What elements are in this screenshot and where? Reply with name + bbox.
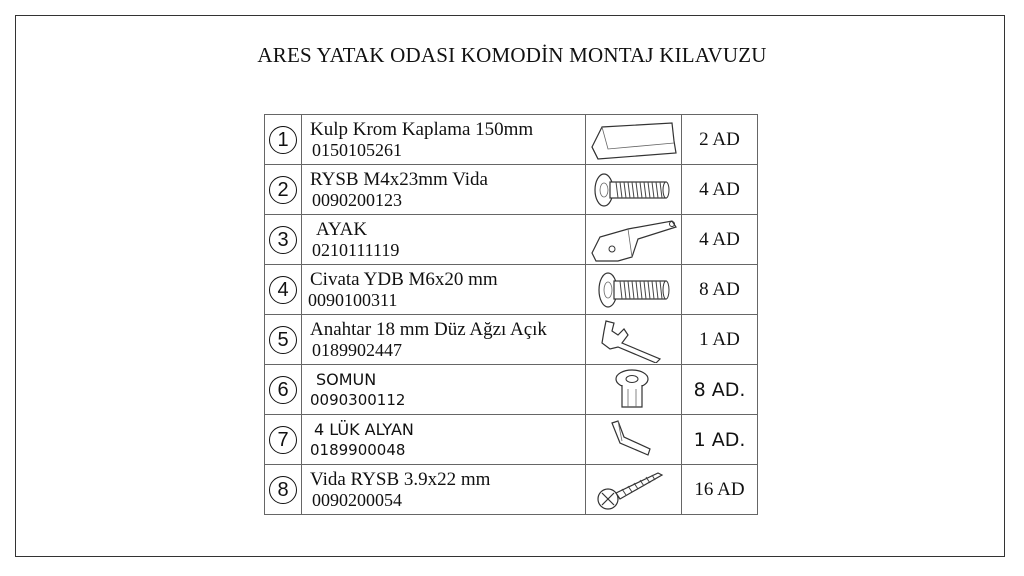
part-number-cell (265, 415, 302, 465)
table-row (265, 315, 758, 365)
part-name: RYSB M4x23mm Vida (310, 168, 488, 190)
part-number: 6 (269, 376, 297, 404)
part-number: 7 (269, 426, 297, 454)
part-description (302, 265, 586, 315)
part-code: 0189902447 (312, 339, 402, 360)
part-number-cell (265, 315, 302, 365)
part-name: Civata YDB M6x20 mm (310, 268, 498, 290)
table-row (265, 115, 758, 165)
part-code: 0189900048 (310, 440, 406, 459)
screw-icon (588, 167, 680, 213)
part-quantity: 4 AD (682, 165, 758, 215)
part-description (302, 215, 586, 265)
bolt-icon (588, 267, 680, 313)
wrench-icon (588, 317, 680, 363)
foot-bracket-icon (588, 217, 680, 263)
part-quantity: 1 AD (682, 315, 758, 365)
part-picture-cell (586, 415, 682, 465)
table-row (265, 465, 758, 515)
table-row (265, 215, 758, 265)
part-picture-cell (586, 165, 682, 215)
part-description (302, 365, 586, 415)
part-number-cell (265, 215, 302, 265)
part-number-cell (265, 165, 302, 215)
wood-screw-icon (588, 467, 680, 513)
part-name: Vida RYSB 3.9x22 mm (310, 468, 491, 490)
part-number: 2 (269, 176, 297, 204)
parts-table (264, 114, 758, 515)
part-code: 0090200123 (312, 189, 402, 210)
part-name: AYAK (316, 218, 368, 240)
part-description (302, 465, 586, 515)
part-name: Anahtar 18 mm Düz Ağzı Açık (310, 318, 547, 340)
part-number-cell (265, 115, 302, 165)
page-title: ARES YATAK ODASI KOMODİN MONTAJ KILAVUZU (257, 43, 767, 67)
part-picture-cell (586, 115, 682, 165)
part-picture-cell (586, 315, 682, 365)
part-number: 3 (269, 226, 297, 254)
part-code: 0210111119 (312, 239, 400, 260)
part-number: 8 (269, 476, 297, 504)
part-number: 1 (269, 126, 297, 154)
part-code: 0090200054 (312, 489, 402, 510)
part-description (302, 415, 586, 465)
part-picture-cell (586, 265, 682, 315)
part-description (302, 115, 586, 165)
part-description (302, 165, 586, 215)
part-quantity: 8 AD (682, 265, 758, 315)
part-name: Kulp Krom Kaplama 150mm (310, 118, 534, 140)
part-code: 0150105261 (312, 139, 402, 160)
part-quantity: 1 AD. (682, 415, 758, 465)
part-description (302, 315, 586, 365)
allen-key-icon (588, 417, 680, 463)
part-code: 0090300112 (310, 390, 406, 409)
part-code: 0090100311 (308, 289, 398, 310)
part-quantity: 16 AD (682, 465, 758, 515)
part-picture-cell (586, 365, 682, 415)
part-number-cell (265, 365, 302, 415)
handle-icon (588, 117, 680, 163)
part-name: SOMUN (316, 369, 377, 389)
part-number: 5 (269, 326, 297, 354)
nut-icon (588, 367, 680, 413)
part-quantity: 2 AD (682, 115, 758, 165)
part-quantity: 8 AD. (682, 365, 758, 415)
table-row (265, 265, 758, 315)
part-name: 4 LÜK ALYAN (314, 419, 414, 439)
part-number-cell (265, 465, 302, 515)
part-quantity: 4 AD (682, 215, 758, 265)
table-row (265, 165, 758, 215)
part-picture-cell (586, 215, 682, 265)
table-row (265, 415, 758, 465)
table-row (265, 365, 758, 415)
part-number: 4 (269, 276, 297, 304)
part-picture-cell (586, 465, 682, 515)
part-number-cell (265, 265, 302, 315)
